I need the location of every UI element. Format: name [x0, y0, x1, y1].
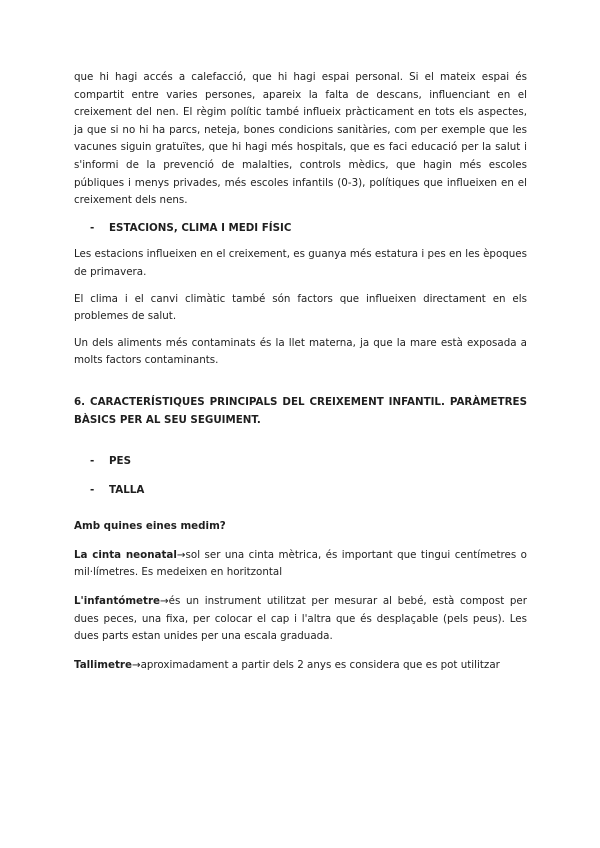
- section-bullet: [74, 220, 527, 238]
- bullet-dash: -: [90, 483, 95, 496]
- tool-paragraph: [74, 593, 527, 646]
- bullet-dash: -: [90, 455, 95, 468]
- bullet-dash: -: [90, 221, 95, 234]
- paragraph-estacions: Les estacions influeixen en el creixement, es guanya més estatura i pes en les èpoques de primavera.: [74, 248, 527, 278]
- tool-description: sol ser una cinta mètrica, és important que tingui centímetres o mil·límetres. Es medeixen en horitzontal: [74, 548, 527, 579]
- section-bullet-label: ESTACIONS, CLIMA I MEDI FÍSIC: [109, 221, 292, 234]
- list-item: [74, 453, 527, 471]
- arrow: →: [131, 658, 141, 671]
- tool-paragraph: [74, 547, 527, 582]
- page-content: [74, 69, 527, 674]
- question-heading: Amb quines eines medim?: [74, 520, 226, 533]
- list-item-label: PES: [109, 455, 131, 468]
- tool-paragraph: [74, 657, 527, 675]
- list-item: [74, 482, 527, 500]
- paragraph-clima: El clima i el canvi climàtic també són factors que influeixen directament en els problemes de salut.: [74, 292, 527, 323]
- paragraph-aliments: Un dels aliments més contaminats és la llet materna, ja que la mare està exposada a molts factors contaminants.: [74, 336, 527, 367]
- tool-term: Tallimetre: [74, 658, 132, 671]
- arrow: →: [160, 595, 169, 608]
- arrow: →: [176, 548, 186, 561]
- tool-term: La cinta neonatal: [74, 548, 177, 561]
- section-heading: 6. CARACTERÍSTIQUES PRINCIPALS DEL CREIXEMENT INFANTIL. PARÀMETRES BÀSICS PER AL SEU SEGUIMENT.: [74, 395, 527, 426]
- list-item-label: TALLA: [109, 483, 145, 496]
- intro-paragraph: que hi hagi accés a calefacció, que hi hagi espai personal. Si el mateix espai és compartit entre varies persones, apareix la falta de descans, influenciant en el creixement del nen. El règim polític també influeix pràcticament en tots els aspectes, ja que si no hi ha parcs, neteja, bones condicions sanitàries, com per exemple que les vacunes siguin gratuïtes, que hi hagi més hospitals, que es faci educació per la salut i s'informi de la prevenció de malalties, controls mèdics, que hagin més escoles públiques i menys privades, més escoles infantils (0-3), polítiques que influeixen en el creixement dels nens.: [74, 71, 527, 207]
- tool-description: és un instrument utilitzat per mesurar al bebé, està compost per dues peces, una fixa, per colocar el cap i l'altra que és desplaçable (pels peus). Les dues parts estan unides per una escala graduada.: [74, 595, 527, 643]
- tool-description: aproximadament a partir dels 2 anys es considera que es pot utilitzar: [140, 658, 500, 671]
- tool-term: L'infantómetre: [74, 595, 161, 608]
